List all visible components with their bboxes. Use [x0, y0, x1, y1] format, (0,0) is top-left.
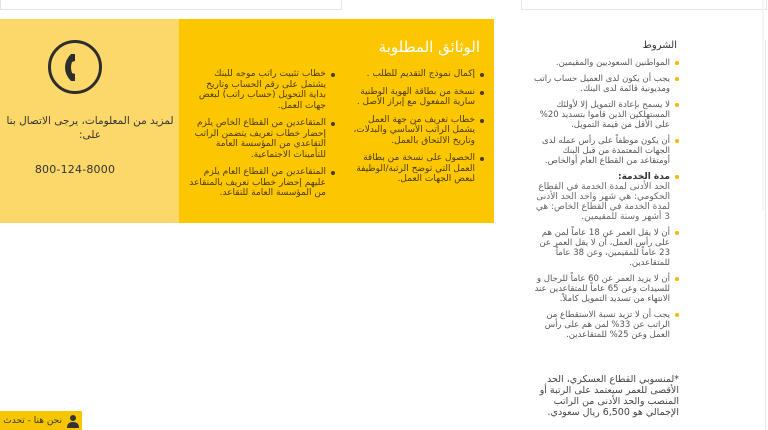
term-detail: الحد الأدنى لمدة الخدمة في القطاع الحكومي: هي شهر واحد الحد الأدنى لمدة الخدمة في القطاع الخاص: هي 3 أشهر وسنة للمقيمين.: [535, 182, 670, 222]
document-item: إكمال نموذج التقديم للطلب .: [348, 69, 484, 80]
term-item: يجب أن يكون لدى العميل حساب راتب ومديونية قائمة لدى البنك.: [533, 74, 679, 94]
top-left-panel: [0, 0, 342, 10]
term-item: أن لا يزيد العمر عن 60 عاماً للرجال و للسيدات وعن 65 عاماً للمتقاعدين عند الانتهاء من تسديد التمويل كاملاً.: [533, 274, 679, 304]
terms-list: [533, 58, 679, 346]
documents-list-left: [187, 69, 335, 206]
military-note: *لمنسوبي القطاع العسكري، الحد الأقصى للعمر سيعتمد على الرتبة أو المنصب والحد الأدنى من الراتب الإجمالي هو 6,500 ريال سعودي.: [539, 374, 679, 418]
document-item: الحصول على نسخة من بطاقة العمل التي توضح الرتبة/الوظيفة لبعض الجهات العمل.: [348, 153, 484, 185]
term-item: يجب أن لا تزيد نسبة الاستقطاع من الراتب عن 33% لمن هم على رأس العمل وعن 25% للمتقاعدين.: [533, 310, 679, 340]
phone-icon[interactable]: [48, 40, 102, 94]
term-item: المواطنين السعوديين والمقيمين.: [533, 58, 679, 68]
document-item: المتقاعدين من القطاع العام يلزم عليهم إحضار خطاب تعريف بالمتقاعد من المؤسسة العامة للتقاعد.: [187, 167, 335, 199]
top-right-panel: [521, 0, 767, 10]
documents-title: الوثائق المطلوبة: [378, 38, 480, 56]
terms-panel: [521, 40, 766, 430]
terms-title: الشروط: [642, 40, 677, 51]
document-item: خطاب تثبيت راتب موجه للبنك يشتمل على رقم الحساب وتاريخ بداية التحويل (حساب راتب) لبعض جهات العمل.: [187, 69, 335, 111]
contact-phone-number[interactable]: 800-124-8000: [34, 163, 116, 176]
term-item: أن يكون موظفاً على رأس عمله لدى الجهات المعتمدة من قبل البنك أومتقاعد من القطاع العام أوالخاص.: [533, 136, 679, 166]
term-heading: مدة الخدمة:: [618, 172, 670, 182]
live-chat-label: نحن هنا - تحدث: [3, 415, 62, 426]
contact-panel: [0, 19, 179, 223]
term-item: أن لا يقل العمر عن 18 عاماً لمن هم على رأس العمل، أن لا يقل العمر عن 23 عاماً للمقيمين، وعن 38 عاماً للمتقاعدين.: [533, 228, 679, 268]
required-documents-panel: [179, 19, 494, 223]
document-item: نسخة من بطاقة الهوية الوطنية سارية المفعول مع إبراز الأصل .: [348, 87, 484, 108]
document-item: خطاب تعريف من جهة العمل يشمل الراتب الأساسي والبدلات، وتاريخ الالتحاق بالعمل.: [348, 115, 484, 147]
document-item: المتقاعدين من القطاع الخاص يلزم إحضار خطاب تعريف يتضمن الراتب التقاعدي من المؤسسة العامة للتأمينات الاجتماعية.: [187, 118, 335, 160]
live-chat-tab[interactable]: [0, 411, 82, 430]
term-item: لا يسمح بإعادة التمويل إلا لأولئك المستهلكين الذين قاموا بتسديد 20% على الأقل من قيمة التمويل.: [533, 100, 679, 130]
term-item-service-duration: [533, 172, 679, 222]
documents-list-right: [348, 69, 484, 192]
contact-text: لمزيد من المعلومات، يرجى الاتصال بنا على:: [6, 115, 174, 141]
person-icon: [66, 414, 80, 428]
